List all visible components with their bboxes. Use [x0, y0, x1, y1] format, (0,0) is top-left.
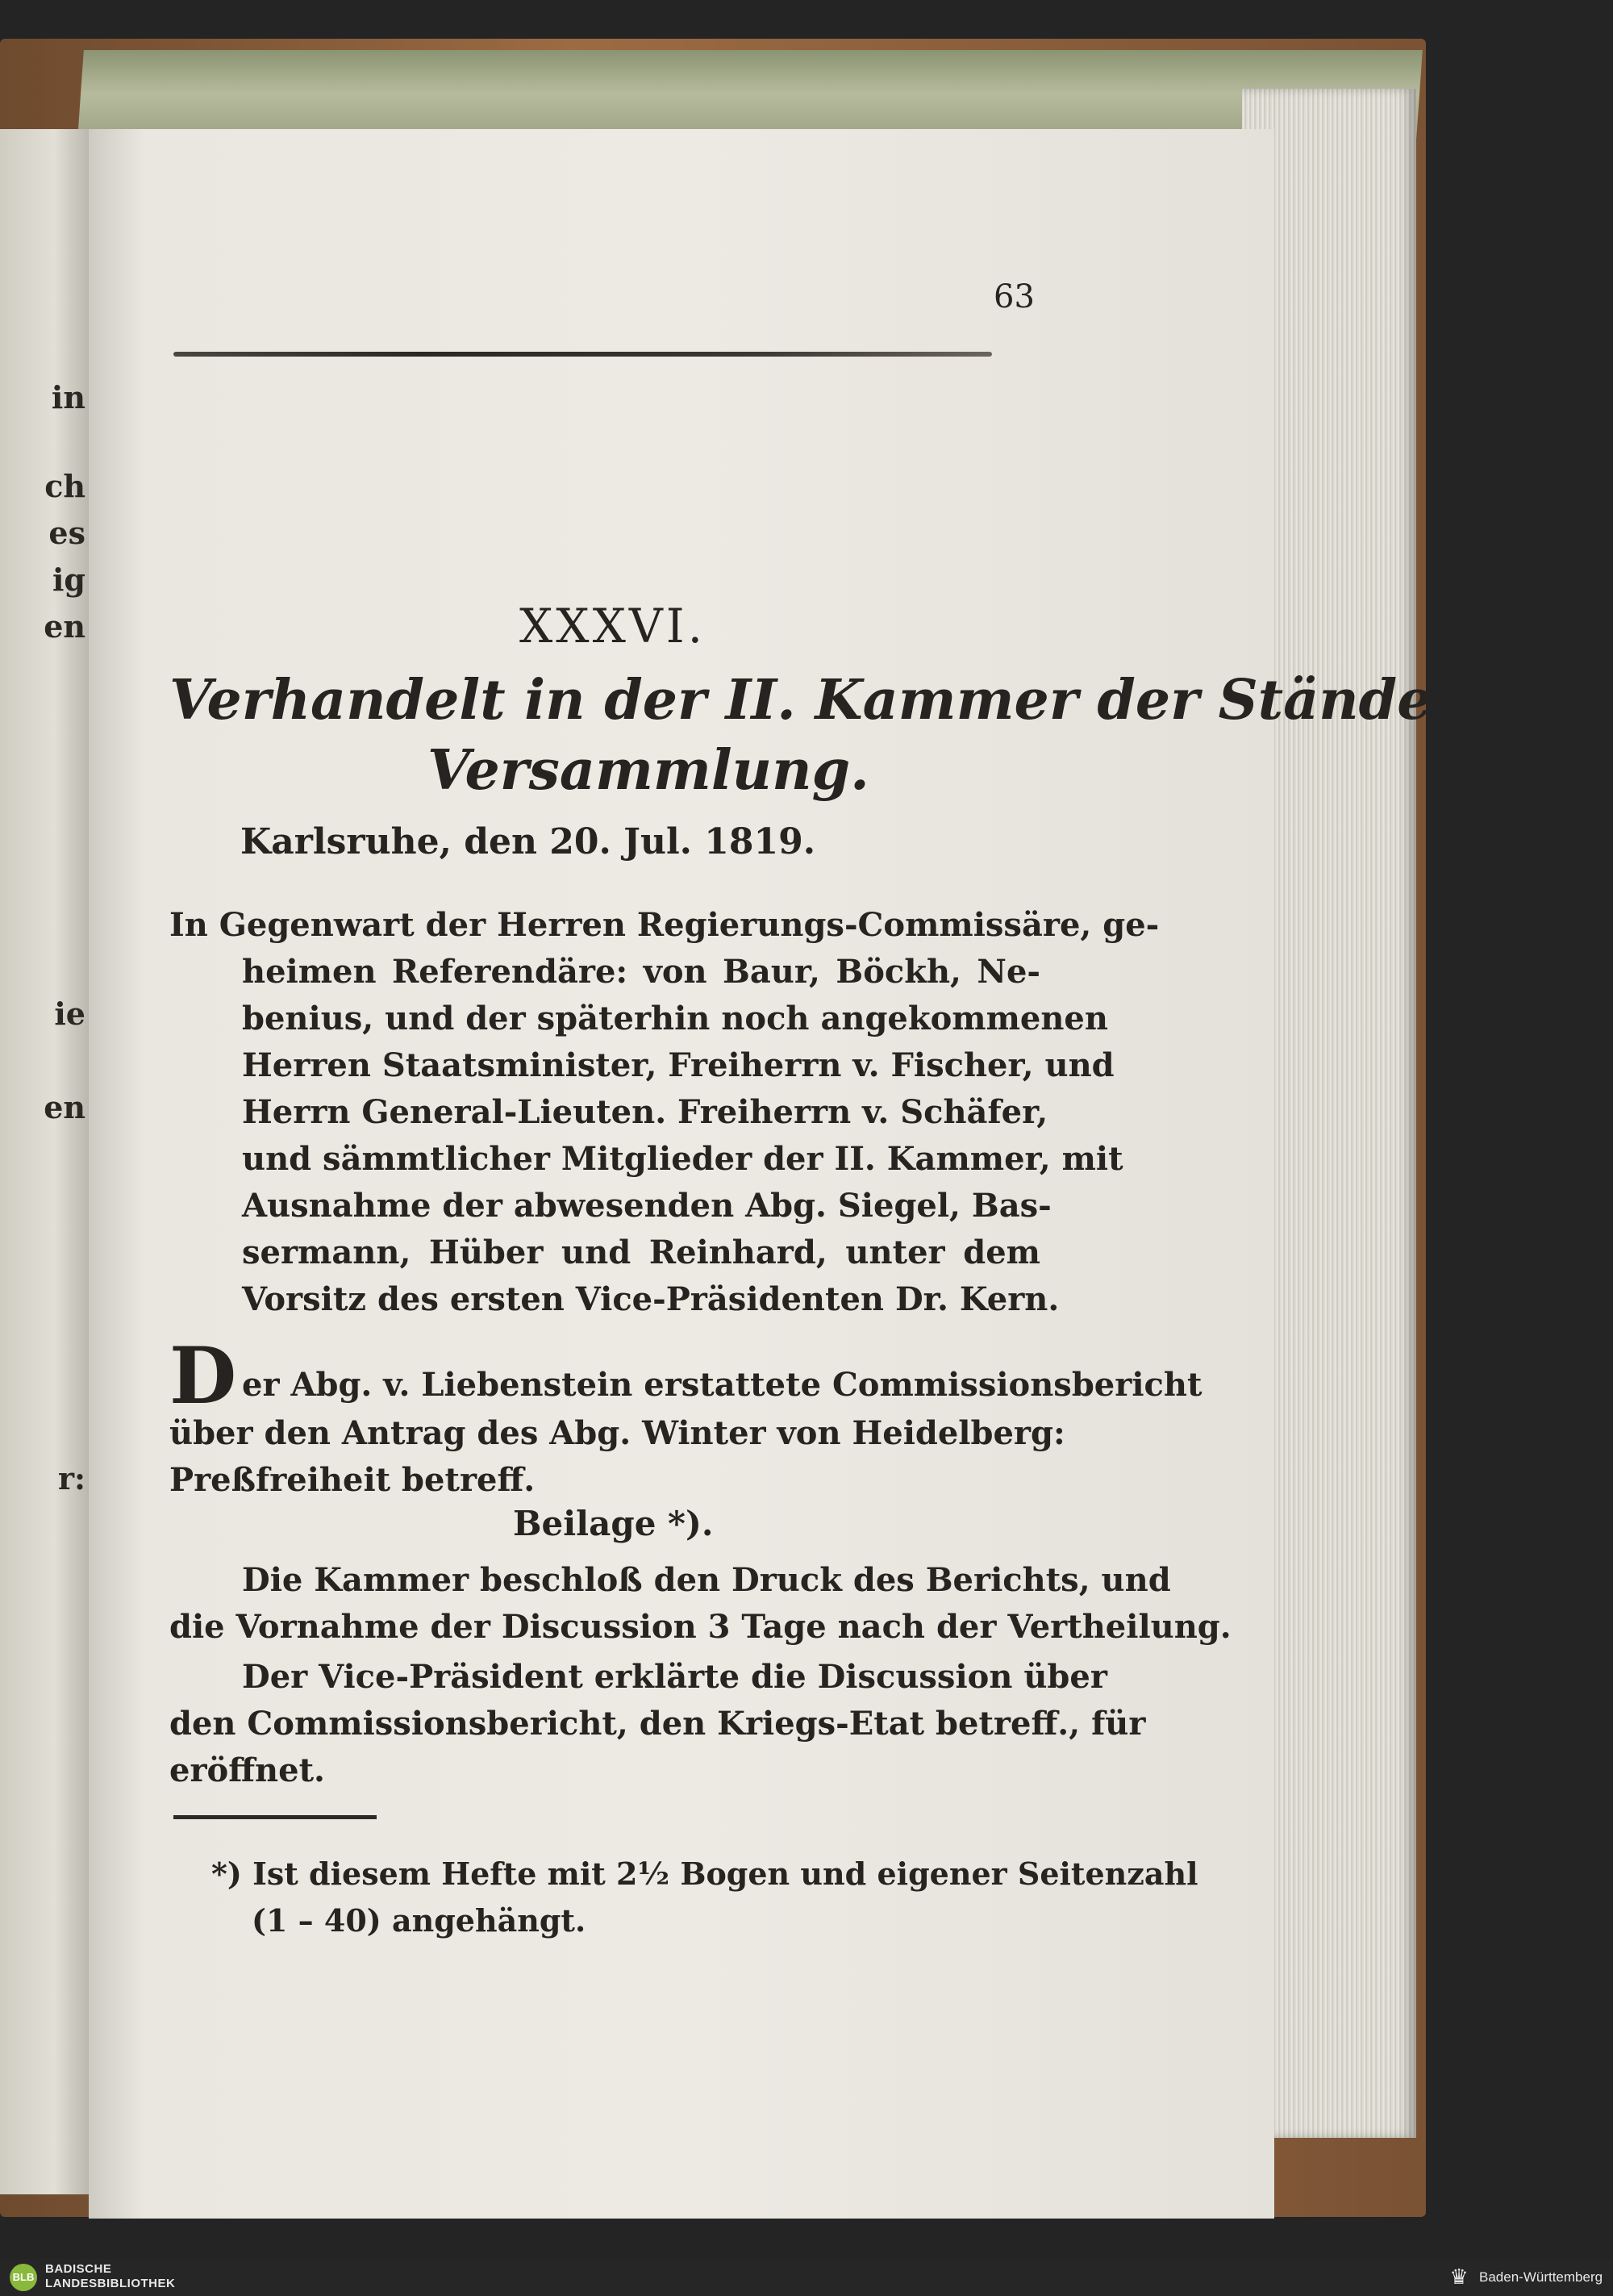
left-page-text: es: [48, 515, 85, 551]
paragraph-line: sermann, Hüber und Reinhard, unter dem: [242, 1234, 1040, 1271]
header-rule: [173, 352, 992, 357]
footnote-line: (1 – 40) angehängt.: [252, 1902, 586, 1939]
date-line: Karlsruhe, den 20. Jul. 1819.: [240, 821, 816, 862]
blb-logo-icon: BLB: [10, 2264, 37, 2291]
page-title-line-1: Verhandelt in der II. Kammer der Stände-: [169, 668, 1455, 733]
paragraph-line: Der Vice-Präsident erklärte die Discussion über: [242, 1658, 1107, 1696]
footnote-line: *) Ist diesem Hefte mit 2½ Bogen und eigener Seitenzahl: [211, 1856, 1198, 1892]
paragraph-line: den Commissionsbericht, den Kriegs-Etat betreff., für: [169, 1705, 1146, 1743]
page-title-line-2: Versammlung.: [427, 738, 869, 803]
paragraph-line: Preßfreiheit betreff.: [169, 1461, 536, 1499]
paragraph-line: In Gegenwart der Herren Regierungs-Commissäre, ge-: [169, 906, 1160, 944]
drop-cap: D: [169, 1330, 237, 1421]
left-page-text: in: [51, 379, 85, 415]
section-number: XXXVI.: [519, 599, 706, 653]
library-name-line-1: BADISCHE: [45, 2262, 112, 2276]
report-paragraph-continued: [169, 1410, 1065, 1504]
library-name-line-2: LANDESBIBLIOTHEK: [45, 2277, 176, 2290]
report-paragraph: [242, 1362, 1202, 1409]
left-page-text: ig: [52, 561, 85, 598]
vice-president-paragraph: [169, 1654, 1146, 1794]
paragraph-line: Die Kammer beschloß den Druck des Berichts, und: [242, 1561, 1171, 1599]
state-name: Baden-Württemberg: [1479, 2269, 1603, 2285]
left-page-text: r:: [57, 1460, 85, 1497]
coat-of-arms-icon: ♛: [1449, 2265, 1469, 2290]
paragraph-line: die Vornahme der Discussion 3 Tage nach der Vertheilung.: [169, 1608, 1232, 1646]
footnote: [211, 1851, 1198, 1944]
page-number: 63: [994, 278, 1035, 315]
paragraph-line: benius, und der späterhin noch angekommenen: [242, 1000, 1108, 1037]
paragraph-line: Vorsitz des ersten Vice-Präsidenten Dr. Kern.: [242, 1280, 1060, 1318]
paragraph-line: und sämmtlicher Mitglieder der II. Kammer, mit: [242, 1140, 1123, 1178]
left-page-text: en: [44, 608, 85, 645]
left-page-fragment: [0, 129, 90, 2194]
footer-bar: [0, 2259, 1613, 2296]
attendance-paragraph: [169, 902, 1160, 1323]
paragraph-line: er Abg. v. Liebenstein erstattete Commissionsbericht: [242, 1366, 1202, 1404]
paragraph-line: eröffnet.: [169, 1751, 325, 1789]
resolution-paragraph: [169, 1557, 1232, 1651]
beilage-note: Beilage *).: [513, 1504, 714, 1543]
paragraph-line: Herren Staatsminister, Freiherrn v. Fischer, und: [242, 1046, 1115, 1084]
paragraph-line: Herrn General-Lieuten. Freiherrn v. Schäfer,: [242, 1093, 1048, 1131]
footnote-rule: [173, 1815, 377, 1819]
paragraph-line: Ausnahme der abwesenden Abg. Siegel, Bas-: [242, 1187, 1052, 1225]
left-page-text: en: [44, 1089, 85, 1125]
left-page-text: ch: [44, 468, 85, 504]
paragraph-line: heimen Referendäre: von Baur, Böckh, Ne-: [242, 953, 1040, 991]
left-page-text: ie: [54, 996, 85, 1032]
paragraph-line: über den Antrag des Abg. Winter von Heidelberg:: [169, 1414, 1065, 1452]
page-block-top-edge: [77, 50, 1423, 139]
library-name: [45, 2262, 175, 2291]
